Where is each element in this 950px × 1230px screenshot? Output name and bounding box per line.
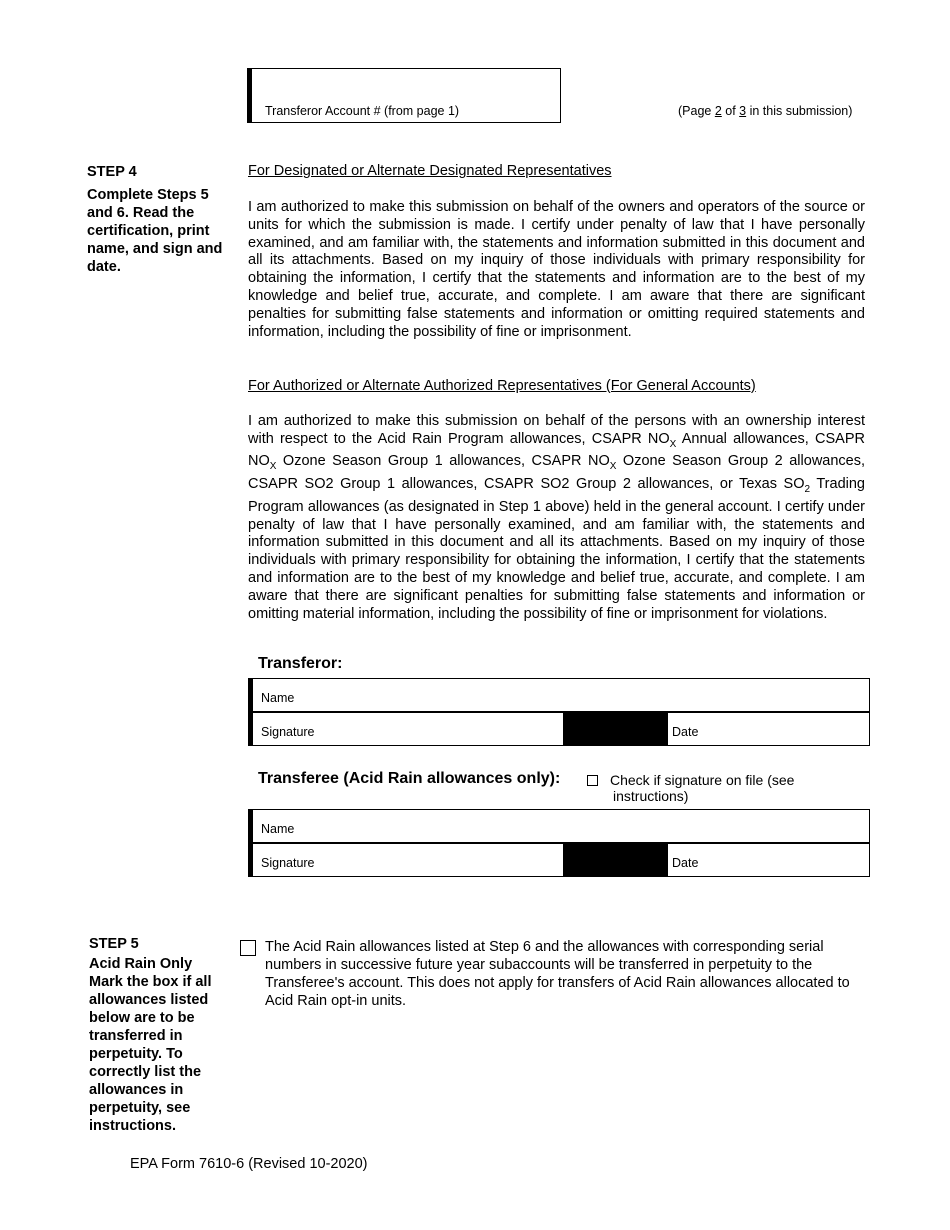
designated-rep-certification: I am authorized to make this submission on behalf of the owners and operators of the source or units for which the submission is made. I certify under penalty of law that I have personally examined, and am familiar with, the statements and information submitted in this document and all its attachments. Based on my inquiry of those individuals with primary responsibility for obtaining the information, I certify that the statements and information are to the best of my knowledge and belief true, accurate, and complete. I am aware that there are significant penalties for submitting false statements and information or omitting required statements and information, including the possibility of fine or imprisonment. <box>248 199 865 340</box>
transferee-signature-table <box>248 809 870 878</box>
authorized-rep-heading: For Authorized or Alternate Authorized Representatives (For General Accounts) <box>248 378 756 394</box>
step5-description: Acid Rain Only Mark the box if all allowances listed below are to be transferred in perpetuity. To correctly list the allowances in perpetuity, see instructions. <box>89 956 212 1134</box>
form-identifier: EPA Form 7610-6 (Revised 10-2020) <box>130 1156 368 1172</box>
perpetuity-statement: The Acid Rain allowances listed at Step 6 and the allowances with corresponding serial numbers in successive future year subaccounts will be transferred in perpetuity to the Transferee's account. This does not apply for transfers of Acid Rain allowances allocated to Acid Rain opt-in units. <box>265 939 850 1009</box>
authorized-rep-certification <box>248 413 865 623</box>
auth-text-1: I am authorized to make this submission on behalf of the persons with an ownership interest with respect to the Acid Rain Program allowances, CSAPR NO <box>248 413 865 447</box>
signature-on-file-line2: instructions) <box>613 788 689 804</box>
transferee-blackout <box>564 843 668 877</box>
transferee-name-field[interactable] <box>248 809 870 843</box>
step5-title: STEP 5 <box>89 936 139 952</box>
auth-text-3: Ozone Season Group 1 allowances, CSAPR NO <box>276 453 610 470</box>
transferee-name-label: Name <box>261 822 295 836</box>
auth-text-4: Ozone Season Group 2 allowances, CSAPR SO2 Group 1 allowances, CSAPR SO2 Group 2 allowances, or Texas SO <box>248 453 866 493</box>
auth-sub-1: X <box>669 438 677 450</box>
auth-text-2: Annual allowances, CSAPR NO <box>248 430 865 470</box>
page-of: of <box>721 104 740 118</box>
signature-on-file-line1: Check if signature on file (see <box>610 772 795 788</box>
transferee-date-field[interactable] <box>667 843 870 877</box>
page-indicator <box>678 104 852 118</box>
transferor-date-label: Date <box>672 725 699 739</box>
transferee-label: Transferee (Acid Rain allowances only): <box>258 770 561 787</box>
transferor-signature-table <box>248 678 870 747</box>
perpetuity-checkbox[interactable] <box>240 940 256 956</box>
transferee-signature-label: Signature <box>261 856 315 870</box>
signature-on-file-label <box>610 772 794 804</box>
signature-on-file-checkbox[interactable] <box>587 775 598 786</box>
page-total: 3 <box>739 104 747 118</box>
transferor-name-field[interactable] <box>248 678 870 712</box>
auth-text-5: Trading Program allowances (as designated in Step 1 above) held in the general account. I certify under penalty of law that I have personally examined, and am familiar with, the statements and information submitted in this document and all its attachments. Based on my inquiry of those individuals with primary responsibility for obtaining the information, I certify that the statements and information are to the best of my knowledge and belief true, accurate, and complete. I am aware that there are significant penalties for submitting false statements and information or omitting material information, including the possibility of fine or imprisonment for violations. <box>248 476 865 622</box>
transferor-signature-label: Signature <box>261 725 315 739</box>
auth-sub-2: X <box>269 461 277 473</box>
auth-sub-3: X <box>609 461 617 473</box>
step4-description: Complete Steps 5 and 6. Read the certification, print name, and sign and date. <box>87 187 223 275</box>
transferor-blackout <box>564 712 668 746</box>
transferor-signature-field[interactable] <box>248 712 564 746</box>
step4-title: STEP 4 <box>87 164 137 180</box>
transferor-name-label: Name <box>261 691 295 705</box>
page-current: 2 <box>714 104 722 118</box>
auth-sub-4: 2 <box>804 484 811 496</box>
transferee-date-label: Date <box>672 856 699 870</box>
transferor-date-field[interactable] <box>667 712 870 746</box>
designated-rep-heading: For Designated or Alternate Designated Representatives <box>248 163 612 179</box>
transferee-signature-field[interactable] <box>248 843 564 877</box>
page-suffix: in this submission) <box>746 104 853 118</box>
transferor-account-label: Transferor Account # (from page 1) <box>265 104 460 118</box>
page-prefix: (Page <box>678 104 715 118</box>
transferor-label: Transferor: <box>258 655 343 672</box>
